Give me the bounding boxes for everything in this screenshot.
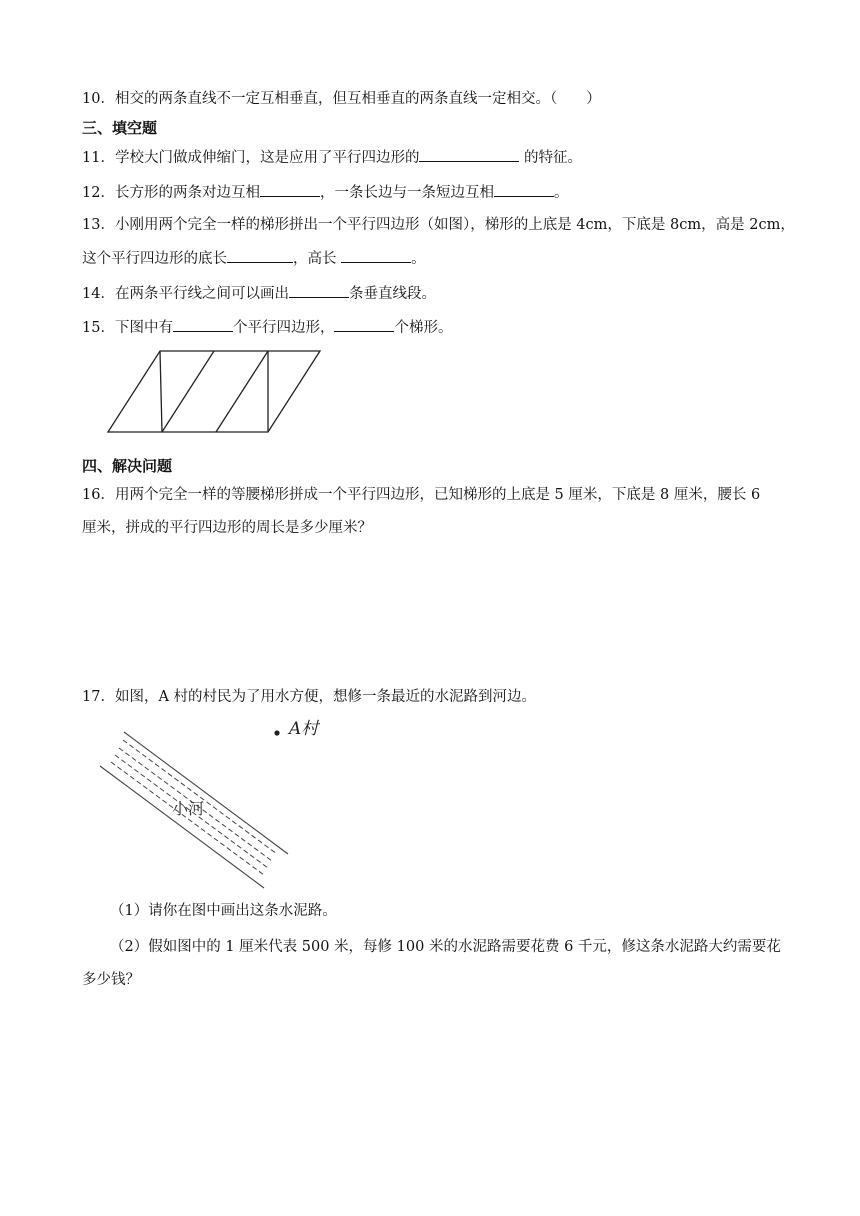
question-text: 个梯形。 <box>394 320 453 336</box>
question-text: 小刚用两个完全一样的梯形拼出一个平行四边形（如图），梯形的上底是 4cm，下底是 8cm，高是 2cm， <box>114 217 795 233</box>
question-text: 。 <box>553 185 569 201</box>
river-figure <box>96 712 336 892</box>
question-text: 在两条平行线之间可以画出 <box>114 286 289 302</box>
question-10 <box>82 89 601 109</box>
question-11 <box>82 146 582 168</box>
village-point <box>274 730 279 735</box>
question-number: 12． <box>82 185 115 201</box>
question-number: 10． <box>82 91 115 107</box>
answer-blank[interactable] <box>341 247 411 263</box>
river-bank-line <box>100 766 264 888</box>
question-text: 这个平行四边形的底长 <box>82 251 227 267</box>
question-text: 条垂直线段。 <box>348 286 436 302</box>
answer-blank[interactable] <box>334 316 394 332</box>
river-bank-line <box>124 732 288 854</box>
answer-blank[interactable] <box>227 247 293 263</box>
question-15 <box>82 316 452 338</box>
question-17-part-1: （1）请你在图中画出这条水泥路。 <box>110 903 337 919</box>
parallelogram-figure <box>106 348 328 436</box>
question-number: 15． <box>82 320 115 336</box>
village-label: A村 <box>289 719 319 739</box>
question-number: 11． <box>82 150 115 166</box>
answer-blank[interactable] <box>173 316 233 332</box>
question-text: 如图，A 村的村民为了用水方便，想修一条最近的水泥路到河边。 <box>114 689 537 705</box>
section-heading-fill-blank: 三、填空题 <box>82 119 158 137</box>
river-label: 小河 <box>172 799 205 818</box>
question-17 <box>82 687 536 707</box>
question-text: 长方形的两条对边互相 <box>114 185 260 201</box>
slanted-segment <box>162 351 214 432</box>
question-13 <box>82 215 795 235</box>
question-number: 16． <box>82 487 115 503</box>
question-text: 。 <box>411 251 426 267</box>
question-17-part-2-line-2: 多少钱？ <box>82 972 140 988</box>
slanted-segment <box>216 351 268 432</box>
question-16 <box>82 485 760 505</box>
question-13-line-2 <box>82 247 426 269</box>
question-text: 用两个完全一样的等腰梯形拼成一个平行四边形，已知梯形的上底是 5 厘米，下底是 8 厘米，腰长 6 <box>114 487 761 503</box>
question-17-part-2: （2）假如图中的 1 厘米代表 500 米，每修 100 米的水泥路需要花费 6 千元，修这条水泥路大约需要花 <box>110 939 781 955</box>
question-number: 17． <box>82 689 115 705</box>
question-text: 学校大门做成伸缩门，这是应用了平行四边形的 <box>114 150 420 166</box>
question-12 <box>82 181 568 203</box>
answer-blank[interactable] <box>494 181 554 197</box>
question-text: 下图中有 <box>114 320 173 336</box>
question-16-line-2 <box>82 518 372 538</box>
river-dashed-line <box>123 740 277 854</box>
outer-parallelogram <box>108 351 320 432</box>
question-text: 个平行四边形， <box>232 320 335 336</box>
question-text: 厘米，拼成的平行四边形的周长是多少厘米？ <box>82 520 372 536</box>
question-text: ，高长 <box>293 251 342 267</box>
question-14 <box>82 282 436 304</box>
question-number: 13． <box>82 217 115 233</box>
answer-blank[interactable] <box>260 181 320 197</box>
answer-blank[interactable] <box>419 146 519 162</box>
question-text: 的特征。 <box>519 150 583 166</box>
question-number: 14． <box>82 286 115 302</box>
section-heading-problem-solving: 四、解决问题 <box>82 457 173 475</box>
vertical-segment <box>160 351 162 432</box>
question-text: ，一条长边与一条短边互相 <box>319 185 494 201</box>
question-text: 相交的两条直线不一定互相垂直，但互相垂直的两条直线一定相交。（ ） <box>114 91 601 107</box>
answer-blank[interactable] <box>289 282 349 298</box>
